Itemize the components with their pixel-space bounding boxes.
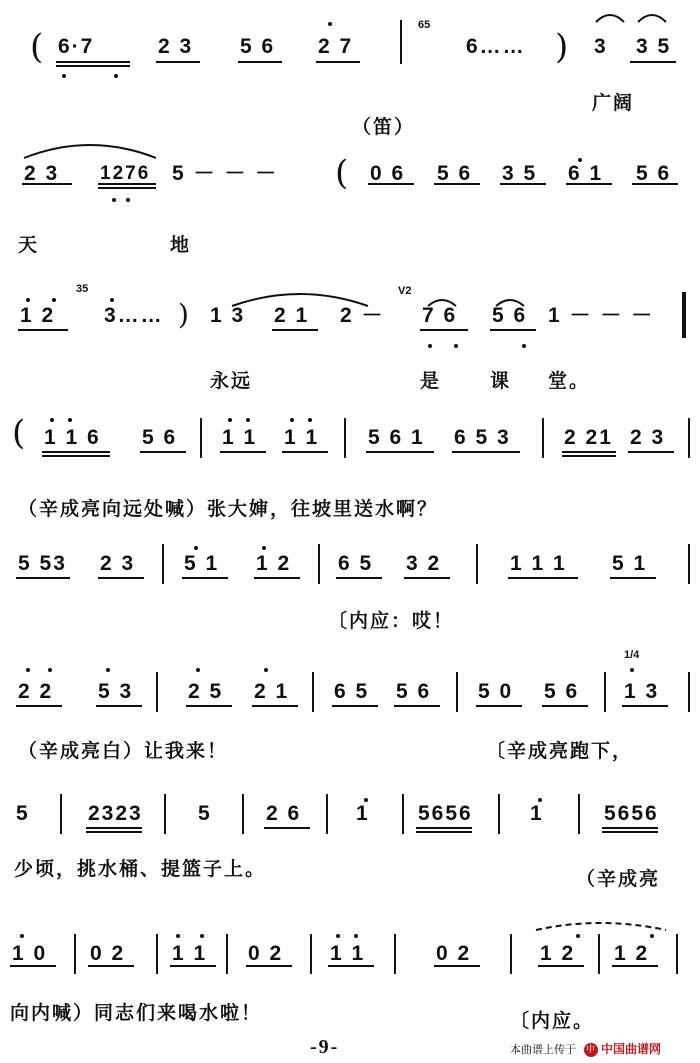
lyric: 堂。 xyxy=(548,370,591,392)
note-group: 2323 xyxy=(88,802,143,825)
open-paren: ( xyxy=(30,27,44,67)
note-group: 3 xyxy=(594,35,608,58)
note-group: 0 2 xyxy=(436,942,472,965)
note-group: 2 1 xyxy=(274,304,310,327)
lyric: 少顷，挑水桶、提篮子上。 xyxy=(14,858,267,880)
lyric: （辛成亮白）让我来！ xyxy=(18,740,229,762)
close-paren: ) xyxy=(555,27,569,67)
note-group: 5 6 xyxy=(437,162,473,185)
flute-label: （笛） xyxy=(352,116,416,138)
note-group: 5 1 xyxy=(612,552,648,575)
note-group: 1 3 xyxy=(210,304,246,327)
note-group: 6…… xyxy=(466,35,526,58)
open-paren: ( xyxy=(335,153,349,193)
page-number: -9- xyxy=(310,1036,340,1058)
note-group: 1 1 xyxy=(172,942,208,965)
note-group: 5656 xyxy=(604,802,659,825)
note-group: 5 xyxy=(198,802,212,825)
note-group: 1 1 xyxy=(222,426,258,449)
fraction-mark: 1/4 xyxy=(624,649,640,661)
note-group: 5 6 xyxy=(396,680,432,703)
note-group: 3 5 xyxy=(636,35,672,58)
note-group: 0 6 xyxy=(370,162,406,185)
note-group: 1 1 6 xyxy=(44,426,101,449)
note-group: 3 2 xyxy=(406,552,442,575)
note-group: 6·7 xyxy=(58,35,95,58)
grace-note: 65 xyxy=(418,19,431,31)
note-group: 1 xyxy=(356,802,370,825)
lyric: 永远 xyxy=(210,370,253,392)
note-group: 1 3 xyxy=(624,680,660,703)
lyric: 广阔 xyxy=(592,92,635,114)
note-group: 2 － xyxy=(340,304,385,327)
note-group: 2 21 xyxy=(564,426,613,449)
lyric: 地 xyxy=(170,234,192,256)
lyric: 天 xyxy=(18,234,40,256)
note-group: 5 1 xyxy=(184,552,220,575)
note-group: 1 2 xyxy=(20,304,56,327)
lyric: （辛成亮 xyxy=(576,868,661,890)
note-group: 0 2 xyxy=(248,942,284,965)
note-group: 5 0 xyxy=(478,680,514,703)
note-group: 1 2 xyxy=(540,942,576,965)
note-group: 1276 xyxy=(100,163,151,184)
close-paren: ) xyxy=(178,298,189,331)
note-group: 6 5 xyxy=(334,680,370,703)
note-group: 1 xyxy=(530,802,544,825)
note-group: 1 2 xyxy=(256,552,292,575)
note-group: 5 3 xyxy=(98,680,134,703)
note-group: 2 3 xyxy=(100,552,136,575)
note-group: 5 6 1 xyxy=(368,426,425,449)
lyric: 是 xyxy=(420,370,442,392)
note-group: 3 5 xyxy=(502,162,538,185)
note-group: 5 6 xyxy=(492,304,528,327)
note-group: 5 － － － xyxy=(172,162,279,185)
note-group: 1 2 xyxy=(614,942,650,965)
note-group: 2 2 xyxy=(18,680,54,703)
note-group: 5 53 xyxy=(18,552,67,575)
note-group: 2 3 xyxy=(630,426,666,449)
footer-text: 本曲谱上传于 xyxy=(510,1043,576,1056)
note-group: 1 － － － xyxy=(548,304,655,327)
note-group: 2 3 xyxy=(24,162,60,185)
note-group: 6 1 xyxy=(568,162,604,185)
lyric: 〔辛成亮跑下， xyxy=(486,740,634,762)
note-group: 0 2 xyxy=(90,942,126,965)
breath-mark: V2 xyxy=(398,285,412,297)
note-group: 2 5 xyxy=(188,680,224,703)
note-group: 1 1 1 xyxy=(510,552,567,575)
note-group: 5656 xyxy=(418,802,473,825)
note-group: 5 6 xyxy=(142,426,178,449)
note-group: 1 0 xyxy=(12,942,48,965)
note-group: 5 6 xyxy=(240,35,276,58)
grace-note: 35 xyxy=(76,283,89,295)
lyric: （辛成亮向远处喊）张大婶，往坡里送水啊？ xyxy=(18,498,439,520)
note-group: 5 6 xyxy=(544,680,580,703)
note-group: 5 xyxy=(16,802,30,825)
note-group: 2 7 xyxy=(318,35,354,58)
open-paren: ( xyxy=(12,413,26,453)
note-group: 3…… xyxy=(104,304,164,327)
site-logo-icon: 中 xyxy=(584,1043,598,1057)
lyric: 〔内应：哎！ xyxy=(328,610,455,632)
lyric: 课 xyxy=(490,370,512,392)
note-group: 2 3 xyxy=(158,35,194,58)
footer-source xyxy=(510,1040,661,1057)
note-group: 5 6 xyxy=(636,162,672,185)
note-group: 7 6 xyxy=(422,304,458,327)
note-group: 6 5 xyxy=(338,552,374,575)
note-group: 1 1 xyxy=(330,942,366,965)
note-group: 6 5 3 xyxy=(454,426,511,449)
note-group: 1 1 xyxy=(284,426,320,449)
note-group: 2 1 xyxy=(254,680,290,703)
lyric: 〔内应。 xyxy=(510,1010,595,1032)
footer-brand[interactable]: 中国曲谱网 xyxy=(601,1042,662,1056)
lyric: 向内喊）同志们来喝水啦！ xyxy=(10,1002,263,1024)
note-group: 2 6 xyxy=(266,802,302,825)
